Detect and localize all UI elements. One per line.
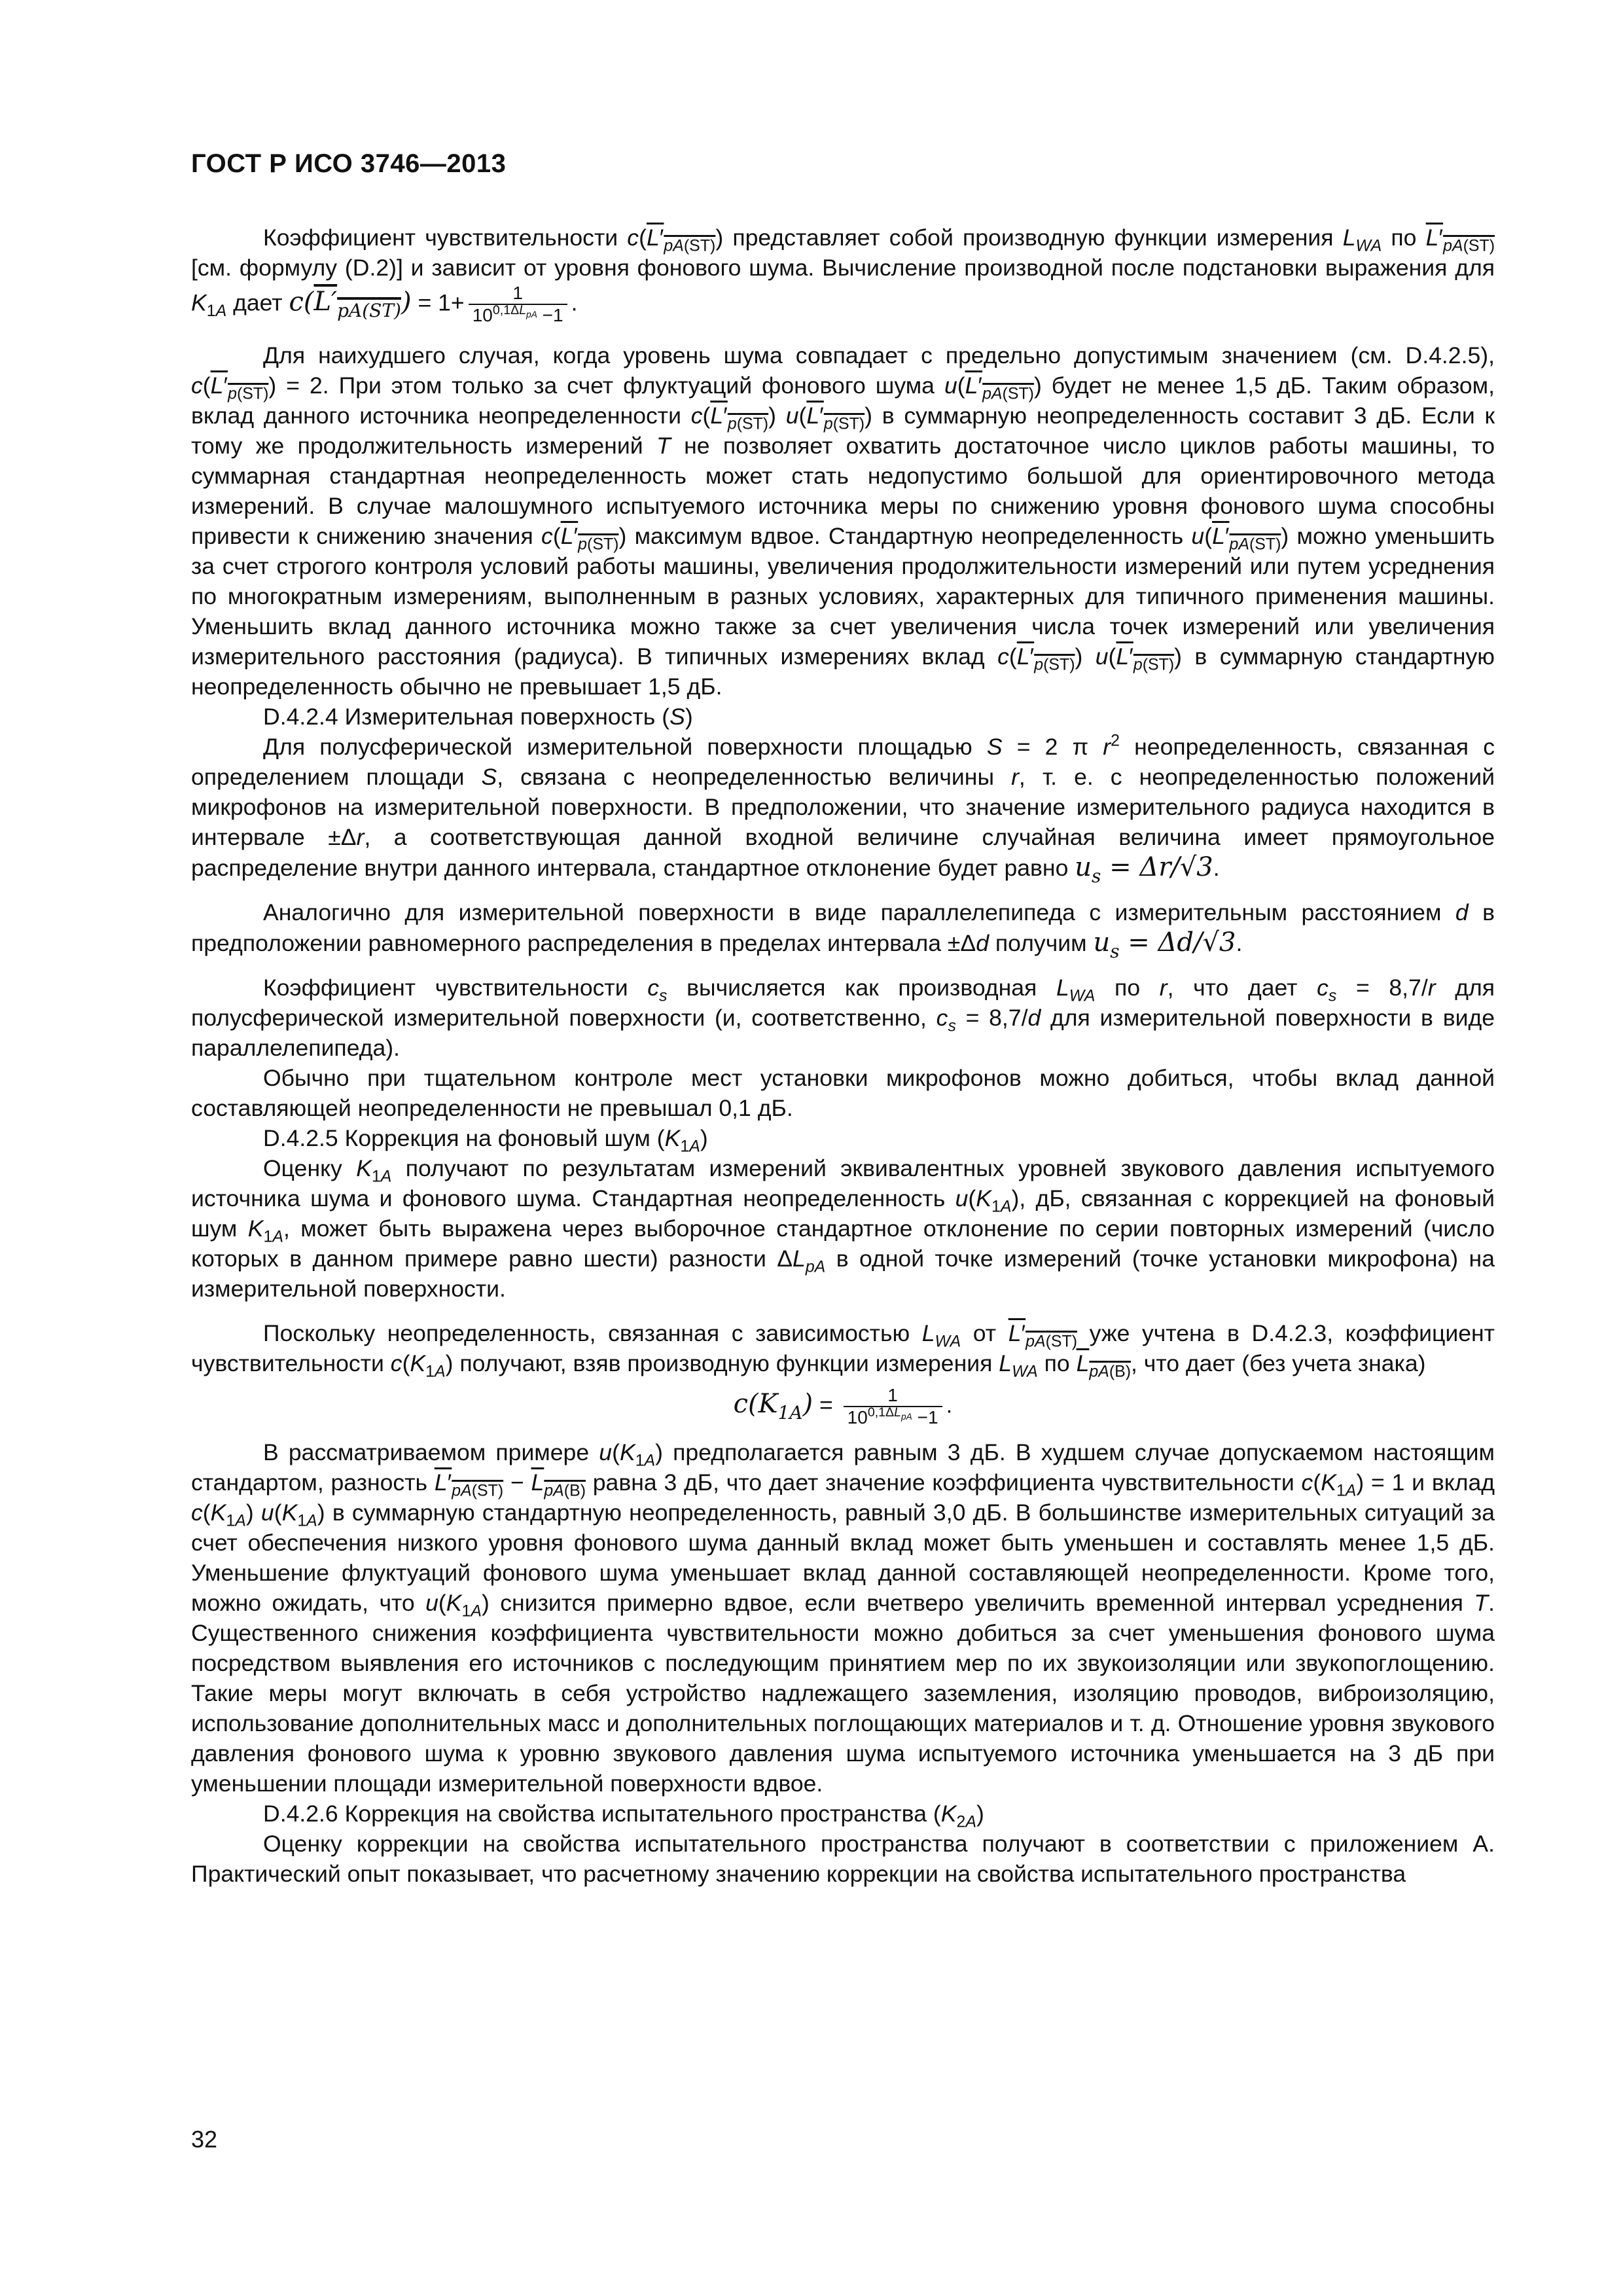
- page-number: 32: [191, 2126, 218, 2153]
- paragraph-k1a-estimate: Оценку $K_{1A}$ получают по результатам измерений эквивалентных уровней звукового давления испытуемого источника шума и фонового шума. Стандартная неопределенность $u(K_{1A})$, дБ, связанная с коррекцией на фоновый шум $K_{1A}$, может быть выражена через выборочное стандартное отклонение по серии повторных измерений (число которых в данном примере равно шести) разности $\Delta L_{pA}$ в одной точке измерений (точке установки микрофона) на измерительной поверхности.: [191, 1155, 1495, 1302]
- paragraph-cs-coefficient: Коэффициент чувствительности $c_s$ вычисляется как производная $L_{WA}$ по r, что дает $c_s = 8,7/r$ для полусферической измерительной поверхности (и, соответственно, $c_s = 8,7/d$ для измерительной поверхности в виде параллелепипеда).: [191, 975, 1495, 1061]
- paragraph-example: В рассматриваемом примере $u(K_{1A})$ предполагается равным 3 дБ. В худшем случае допускаемом настоящим стандартом, разность $L'_{pA(ST)} - L_{pA(B)}$ равна 3 дБ, что дает значение коэффициента чувствительности $c(K_{1A}) = 1$ и вклад $c(K_{1A})$ $u(K_{1A})$ в суммарную стандартную неопределенность, равный 3,0 дБ. В большинстве измерительных ситуаций за счет обеспечения низкого уровня фонового шума данный вклад может быть уменьшен и составлять менее 1,5 дБ. Уменьшение флуктуаций фонового шума уменьшает вклад данной составляющей неопределенности. Кроме того, можно ожидать, что $u(K_{1A})$ снизится примерно вдвое, если вчетверо увеличить временной интервал усреднения T. Существенного снижения коэффициента чувствительности можно добиться за счет уменьшения фонового шума посредством выявления его источников с последующим принятием мер по их звукоизоляции или звукопоглощению. Такие меры могут включать в себя устройство надлежащего заземления, изоляцию проводов, виброизоляцию, использование дополнительных масс и дополнительных поглощающих материалов и т. д. Отношение уровня звукового давления фонового шума к уровню звукового давления шума испытуемого источника уменьшается на 3 дБ при уменьшении площади измерительной поверхности вдвое.: [191, 1439, 1495, 1797]
- paragraph-test-space: Оценку коррекции на свойства испытательного пространства получают в соответствии с приложением А. Практический опыт показывает, что расчетному значению коррекции на свойства испытательного пространства: [191, 1831, 1495, 1887]
- heading-measurement-surface: D.4.2.4 Измерительная поверхность (S): [263, 704, 693, 730]
- equation-c-k1a: $c(K_{1A})$ = $\frac{1}{10^{0,1\Delta L_{pA}} -1}$ .: [733, 1385, 953, 1427]
- paragraph-hemisphere: Для полусферической измерительной поверхности площадью S = 2 π $r^2$ неопределенность, связанная с определением площади S, связана с неопределенностью величины r, т. е. с неопределенностью положений микрофонов на измерительной поверхности. В предположении, что значение измерительного радиуса находится в интервале ±Δr, а соответствующая данной входной величине случайная величина имеет прямоугольное распределение внутри данного интервала, стандартное отклонение будет равно $u_s = \Delta r/√3$.: [191, 731, 1495, 887]
- fraction-formula: $\frac{1}{10^{0,1\Delta L_{pA}} -1}$: [469, 283, 567, 326]
- paragraph-worst-case: Для наихудшего случая, когда уровень шума совпадает с предельно допустимым значением (см. D.4.2.5), $c(L'_{p(ST)}) = 2$. При этом только за счет флуктуаций фонового шума $u(L'_{pA(ST)})$ будет не менее 1,5 дБ. Таким образом, вклад данного источника неопределенности $c(L'_{p(ST)})$ $u(L'_{p(ST)})$ в суммарную неопределенность составит 3 дБ. Если к тому же продолжительность измерений T не позволяет охватить достаточное число циклов работы машины, то суммарная стандартная неопределенность может стать недопустимо большой для ориентировочного метода измерений. В случае малошумного испытуемого источника меры по снижению уровня фонового шума способны привести к снижению значения $c(L'_{p(ST)})$ максимум вдвое. Стандартную неопределенность $u(L'_{pA(ST)})$ можно уменьшить за счет строгого контроля условий работы машины, увеличения продолжительности измерений или путем усреднения по многократным измерениям, выполненным в разных условиях, характерных для типичного применения машины. Уменьшить вклад данного источника можно также за счет увеличения числа точек измерений или увеличения измерительного расстояния (радиуса). В типичных измерениях вклад $c(L'_{p(ST)})$ $u(L'_{p(ST)})$ в суммарную стандартную неопределенность обычно не превышает 1,5 дБ.: [191, 342, 1495, 700]
- heading-background-noise: D.4.2.5 Коррекция на фоновый шум $(K_{1A})$: [263, 1125, 708, 1156]
- document-header: ГОСТ Р ИСО 3746—2013: [191, 149, 507, 178]
- document-body: [191, 223, 1495, 1889]
- paragraph-microphone-control: Обычно при тщательном контроле мест установки микрофонов можно добиться, чтобы вклад данной составляющей неопределенности не превышал 0,1 дБ.: [191, 1065, 1495, 1121]
- paragraph-parallelepiped: Аналогично для измерительной поверхности в виде параллелепипеда с измерительным расстоянием d в предположении равномерного распределения в пределах интервала ±Δd получим $u_s = \Delta d/√3$.: [191, 899, 1495, 962]
- paragraph-dependency: Поскольку неопределенность, связанная с зависимостью $L_{WA}$ от $L'_{pA(ST)}$ уже учтена в D.4.2.3, коэффициент чувствительности $c(K_{1A})$ получают, взяв производную функции измерения $L_{WA}$ по $L_{pA(B)}$, что дает (без учета знака): [191, 1320, 1495, 1381]
- heading-test-space: D.4.2.6 Коррекция на свойства испытательного пространства $(K_{2A})$: [263, 1801, 984, 1831]
- paragraph-sensitivity-coefficient: Коэффициент чувствительности $c(L'_{pA(ST)})$ представляет собой производную функции измерения $L_{WA}$ по $L'_{pA(ST)}$ [см. формулу (D.2)] и зависит от уровня фонового шума. Вычисление производной после подстановки выражения для $K_{1A}$ дает $c(L'_{pA(ST)}) = 1+$ $\frac{1}{10^{0,1\Delta L_{pA}} -1}$ .: [191, 224, 1495, 325]
